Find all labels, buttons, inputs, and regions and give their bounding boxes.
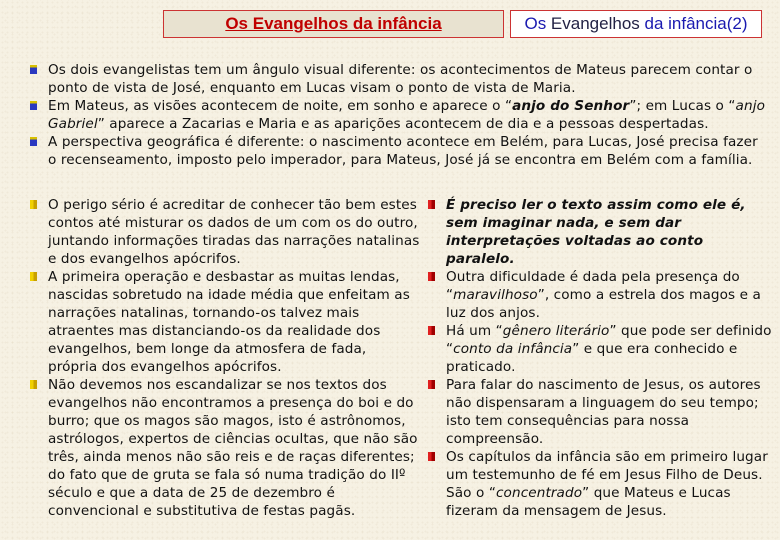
- list-item-text: O perigo sério é acreditar de conhecer tão bem estes contos até misturar os dados de um com os do outro, juntando informações tiradas das narrações natalinas e dos evangelhos apócrifos.: [48, 197, 420, 267]
- top-text-block: [30, 61, 765, 169]
- list-item-text-pre: Em Mateus, as visões acontecem de noite, em sonho e aparece o “: [48, 98, 513, 114]
- slide-title-tab: [163, 10, 504, 38]
- list-item: [30, 268, 420, 376]
- list-item-emphasis: gênero literário: [502, 323, 610, 339]
- list-item: [30, 196, 420, 268]
- square-bullet-icon: [30, 137, 37, 146]
- list-item: [30, 376, 420, 520]
- square-bullet-icon: [428, 380, 435, 389]
- slide-title-current: [510, 10, 762, 38]
- list-item-text-pre: Outra dificuldade é dada pela presença do “: [446, 269, 740, 303]
- list-item-text-post: ” e que era conhecido e praticado.: [446, 341, 738, 375]
- list-item-text: Não devemos nos escandalizar se nos textos dos evangelhos não encontramos a presença do boi e do burro; que os magos são magos, isto é astrônomos, astrólogos, expertos de ciências ocultas, que não são três, ainda menos não são reis e de raças diferentes; do fato que de gruta se fala só numa tradição do IIº século e que a data de 25 de dezembro é convencional e substitutiva de festas pagãs.: [48, 377, 418, 519]
- square-bullet-icon: [428, 452, 435, 461]
- list-item-text: Os dois evangelistas tem um ângulo visual diferente: os acontecimentos de Mateus parecem contar o ponto de vista de José, enquanto em Lucas visam o ponto de vista de Maria.: [48, 62, 753, 96]
- square-bullet-icon: [428, 326, 435, 335]
- list-item: [30, 61, 765, 97]
- title-right-part2: Evangelhos: [546, 14, 645, 33]
- square-bullet-icon: [428, 272, 435, 281]
- list-item: [428, 376, 773, 448]
- list-item-text: Para falar do nascimento de Jesus, os autores não dispensaram a linguagem do seu tempo; isto tem consequências para nossa compreensão.: [446, 377, 761, 447]
- square-bullet-icon: [30, 272, 37, 281]
- list-item-text: É preciso ler o texto assim como ele é, sem imaginar nada, e sem dar interpretações voltadas ao conto paralelo.: [446, 197, 746, 267]
- list-item-text-post: ” que Mateus e Lucas fizeram da mensagem de Jesus.: [446, 485, 731, 519]
- slide-title-left: Os Evangelhos da infância: [225, 14, 442, 33]
- list-item-text-post: ”, como a estrela dos magos e a luz dos anjos.: [446, 287, 761, 321]
- list-item-text-mid: ”; em Lucas o “: [629, 98, 736, 114]
- list-item-text-mid: ” que pode ser definido “: [446, 323, 772, 357]
- list-item: [30, 97, 765, 133]
- list-item: [428, 448, 773, 520]
- list-item: [428, 322, 773, 376]
- list-item: [428, 268, 773, 322]
- list-item-text-pre: Os capítulos da infância são em primeiro lugar um testemunho de fé em Jesus Filho de Deus. São o “: [446, 449, 768, 501]
- left-text-column: [30, 196, 420, 520]
- right-text-column: [428, 196, 773, 520]
- list-item-emphasis: maravilhoso: [453, 287, 538, 303]
- title-right-part3: da infância(2): [644, 14, 748, 33]
- list-item-emphasis: concentrado: [495, 485, 583, 501]
- square-bullet-icon: [30, 200, 37, 209]
- list-item-emphasis: anjo do Senhor: [512, 98, 630, 114]
- square-bullet-icon: [428, 200, 435, 209]
- list-item: [428, 196, 773, 268]
- list-item-text: A perspectiva geográfica é diferente: o nascimento acontece em Belém, para Lucas, José precisa fazer o recenseamento, imposto pelo imperador, para Mateus, José já se encontra em Belém com a família.: [48, 134, 758, 168]
- list-item-emphasis: conto da infância: [453, 341, 573, 357]
- square-bullet-icon: [30, 380, 37, 389]
- list-item-text: A primeira operação e desbastar as muitas lendas, nascidas sobretudo na idade média que enfeitam as narrações natalinas, tornando-os talvez mais atraentes mas distanciando-os da realidade dos evangelhos, bem longe da atmosfera de fada, própria dos evangelhos apócrifos.: [48, 269, 410, 375]
- list-item-text-post: ” aparece a Zacarias e Maria e as aparições acontecem de dia e a pessoas despertadas.: [97, 116, 709, 132]
- title-right-part1: Os: [524, 14, 547, 33]
- list-item: [30, 133, 765, 169]
- list-item-emphasis: anjo Gabriel: [48, 98, 765, 132]
- square-bullet-icon: [30, 101, 37, 110]
- list-item-text-pre: Há um “: [446, 323, 503, 339]
- square-bullet-icon: [30, 65, 37, 74]
